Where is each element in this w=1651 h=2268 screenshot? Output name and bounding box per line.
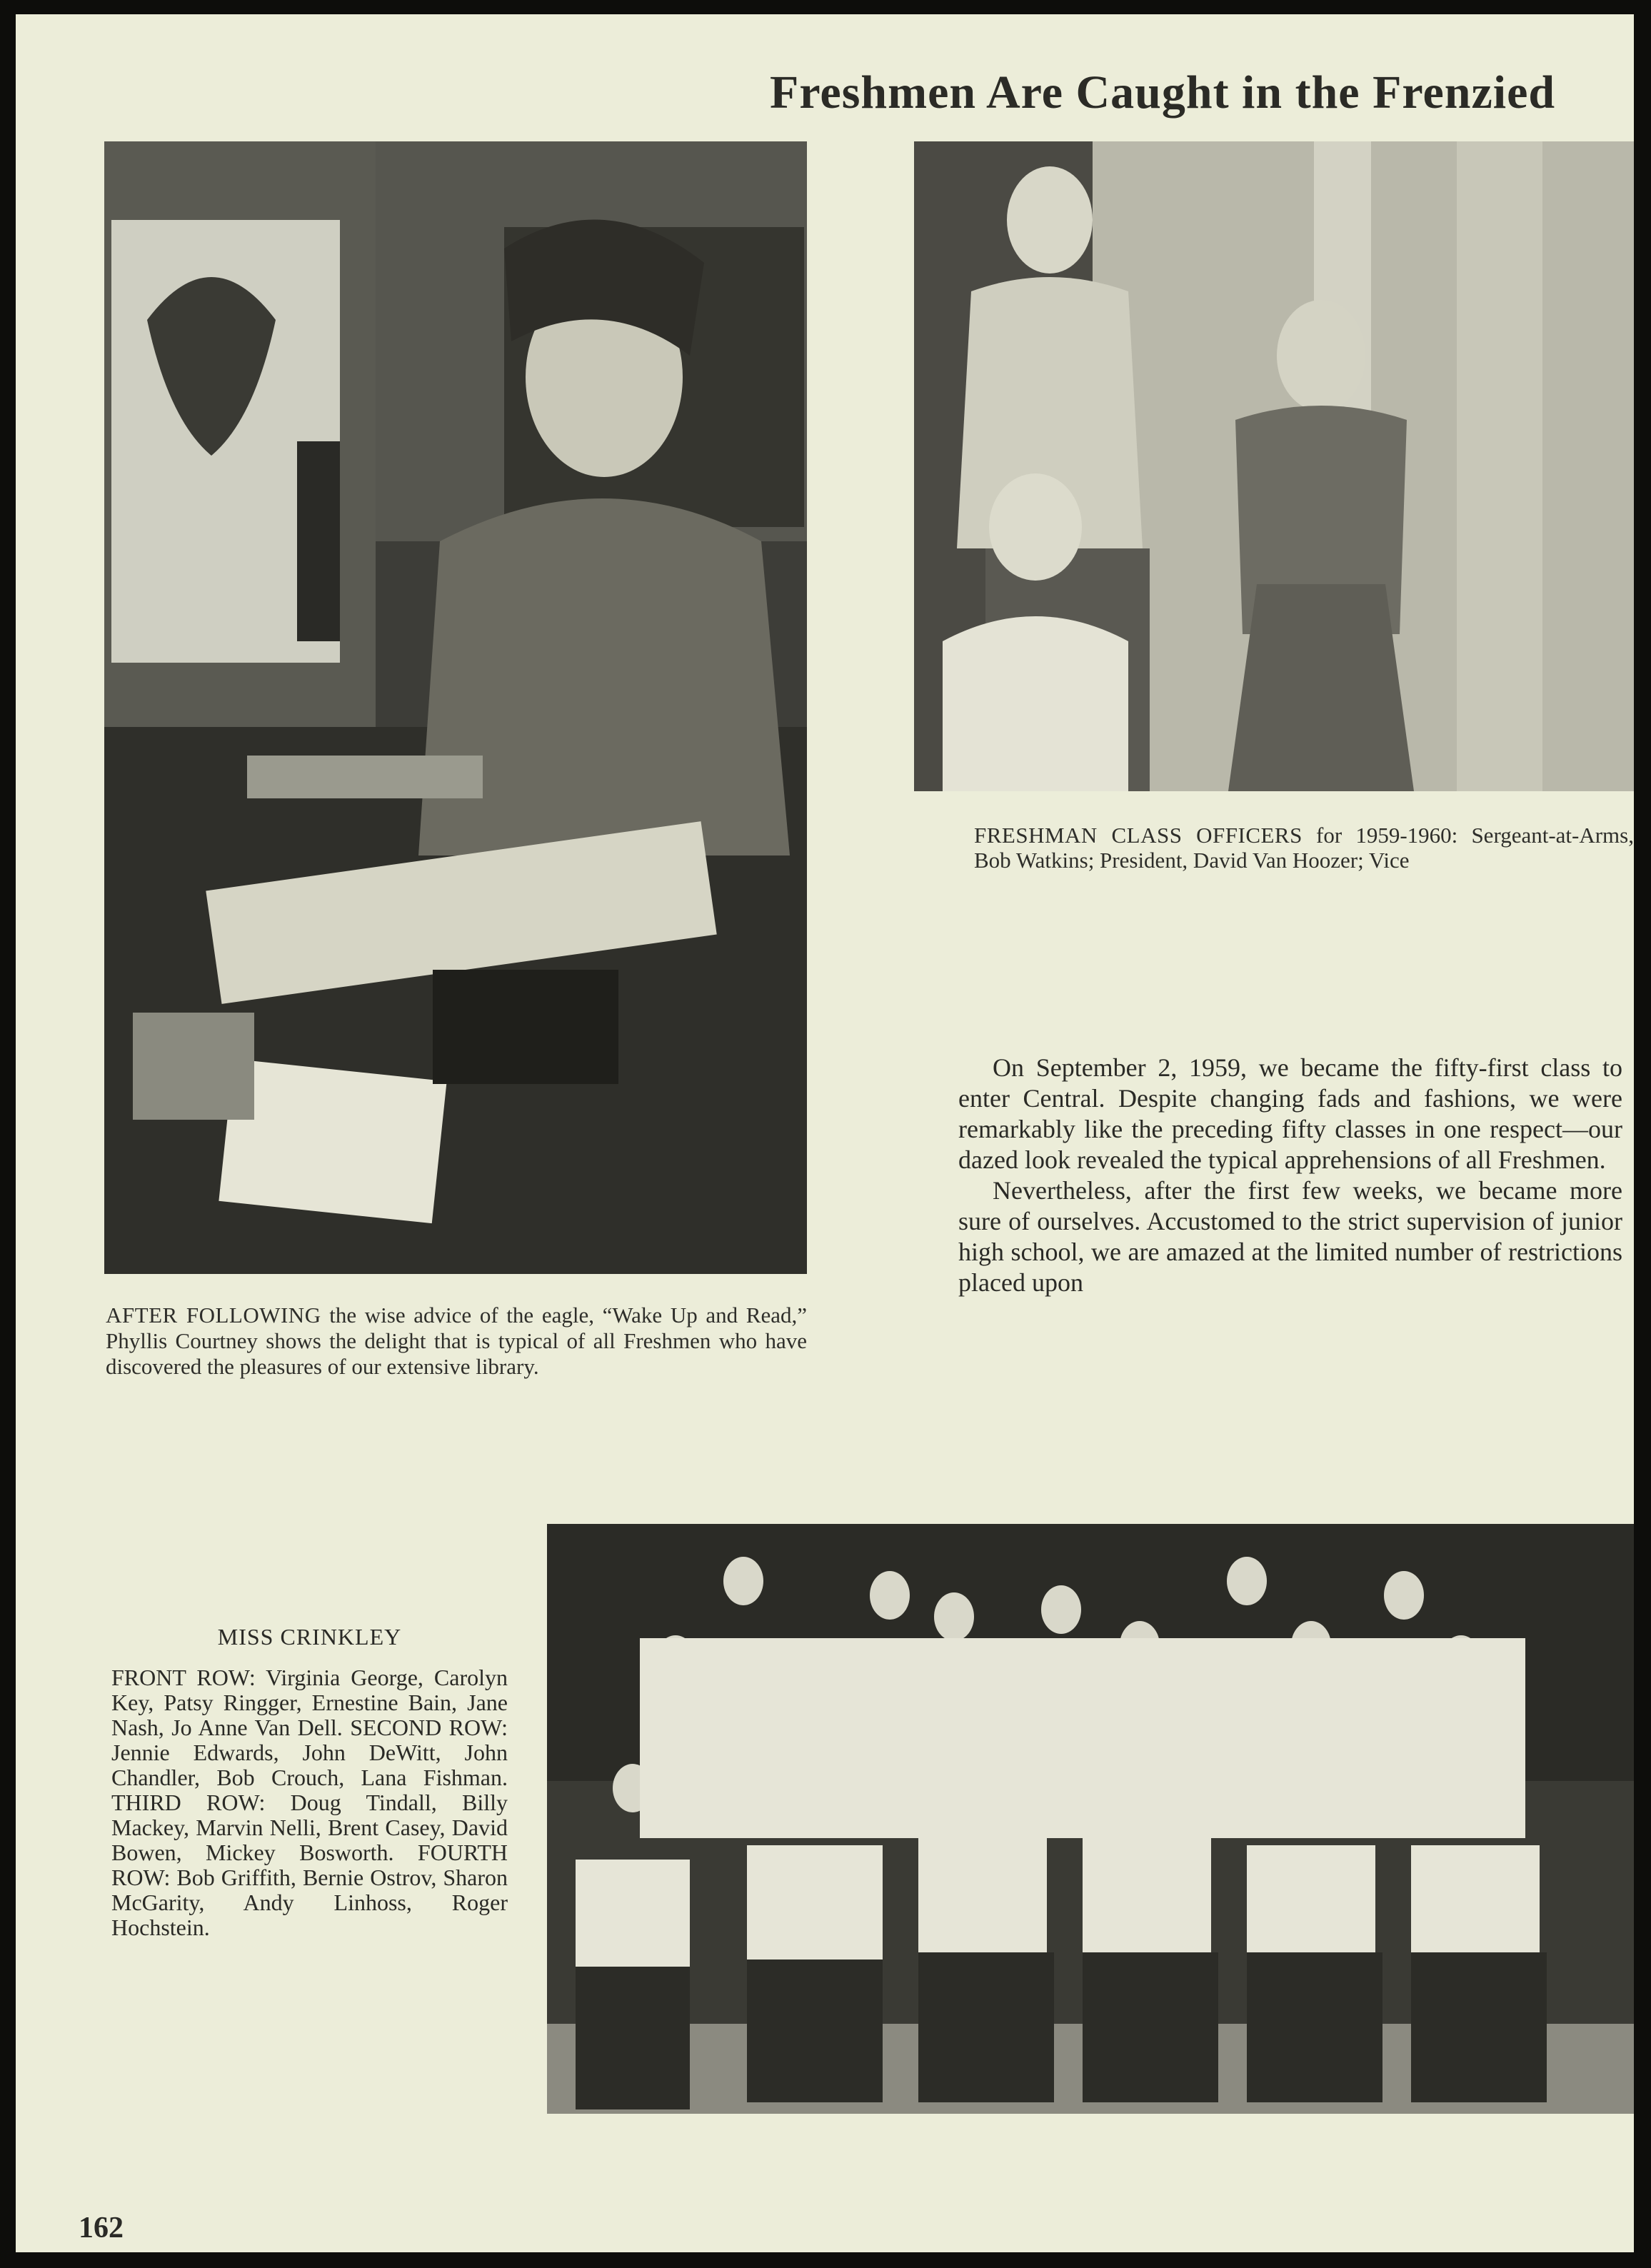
homeroom-teacher: MISS CRINKLEY — [217, 1624, 402, 1650]
officers-photo-icon — [914, 141, 1634, 791]
officers-caption-text: for 1959-1960: Sergeant-at-Arms, Bob Watkins; President, David Van Hoozer; Vice — [974, 823, 1634, 873]
page-number: 162 — [79, 2212, 124, 2244]
row-label: THIRD ROW: — [111, 1790, 266, 1815]
row-names: Doug Tindall, Billy Mackey, Marvin Nelli, Brent Casey, David Bowen, Mickey Bosworth. — [111, 1790, 508, 1865]
row-names: Virginia George, Carolyn Key, Patsy Ringger, Ernestine Bain, Jane Nash, Jo Anne Van Dell. — [111, 1665, 508, 1740]
library-photo-icon — [104, 141, 807, 1274]
story-paragraph: Nevertheless, after the first few weeks, we became more sure of ourselves. Accustomed to the strict supervision of junior high school, we are amazed at the limited number of restrictions placed upon — [958, 1176, 1622, 1297]
officers-caption-lead: FRESHMAN CLASS OFFICERS — [974, 823, 1303, 848]
homeroom-roll — [111, 1625, 508, 1940]
story-text — [958, 1053, 1622, 1298]
row-names: Bob Griffith, Bernie Ostrov, Sharon McGarity, Andy Linhoss, Roger Hochstein. — [111, 1865, 508, 1940]
row-names: Jennie Edwards, John DeWitt, John Chandler, Bob Crouch, Lana Fishman. — [111, 1740, 508, 1790]
homeroom-photo-icon — [547, 1524, 1634, 2114]
row-label: FRONT ROW: — [111, 1665, 256, 1690]
row-label: SECOND ROW: — [350, 1715, 508, 1740]
yearbook-page — [16, 14, 1634, 2252]
story-paragraph: On September 2, 1959, we became the fifty-first class to enter Central. Despite changing fads and fashions, we were remarkably like the preceding fifty classes in one respect—our dazed look revealed the typical apprehensions of all Freshmen. — [958, 1053, 1622, 1174]
homeroom-photo — [547, 1524, 1634, 2114]
library-caption-text: the wise advice of the eagle, “Wake Up and Read,” Phyllis Courtney shows the delight that is typical of all Freshmen who have discovered the pleasures of our extensive library. — [106, 1303, 808, 1379]
roll-names — [111, 1665, 508, 1940]
officers-caption — [974, 823, 1634, 873]
library-photo — [104, 141, 807, 1274]
row-label: FOURTH ROW: — [111, 1840, 508, 1890]
officers-photo — [914, 141, 1634, 791]
page-headline: Freshmen Are Caught in the Frenzied — [770, 66, 1556, 119]
library-caption-lead: AFTER FOLLOWING — [106, 1303, 321, 1328]
library-caption — [106, 1303, 807, 1380]
